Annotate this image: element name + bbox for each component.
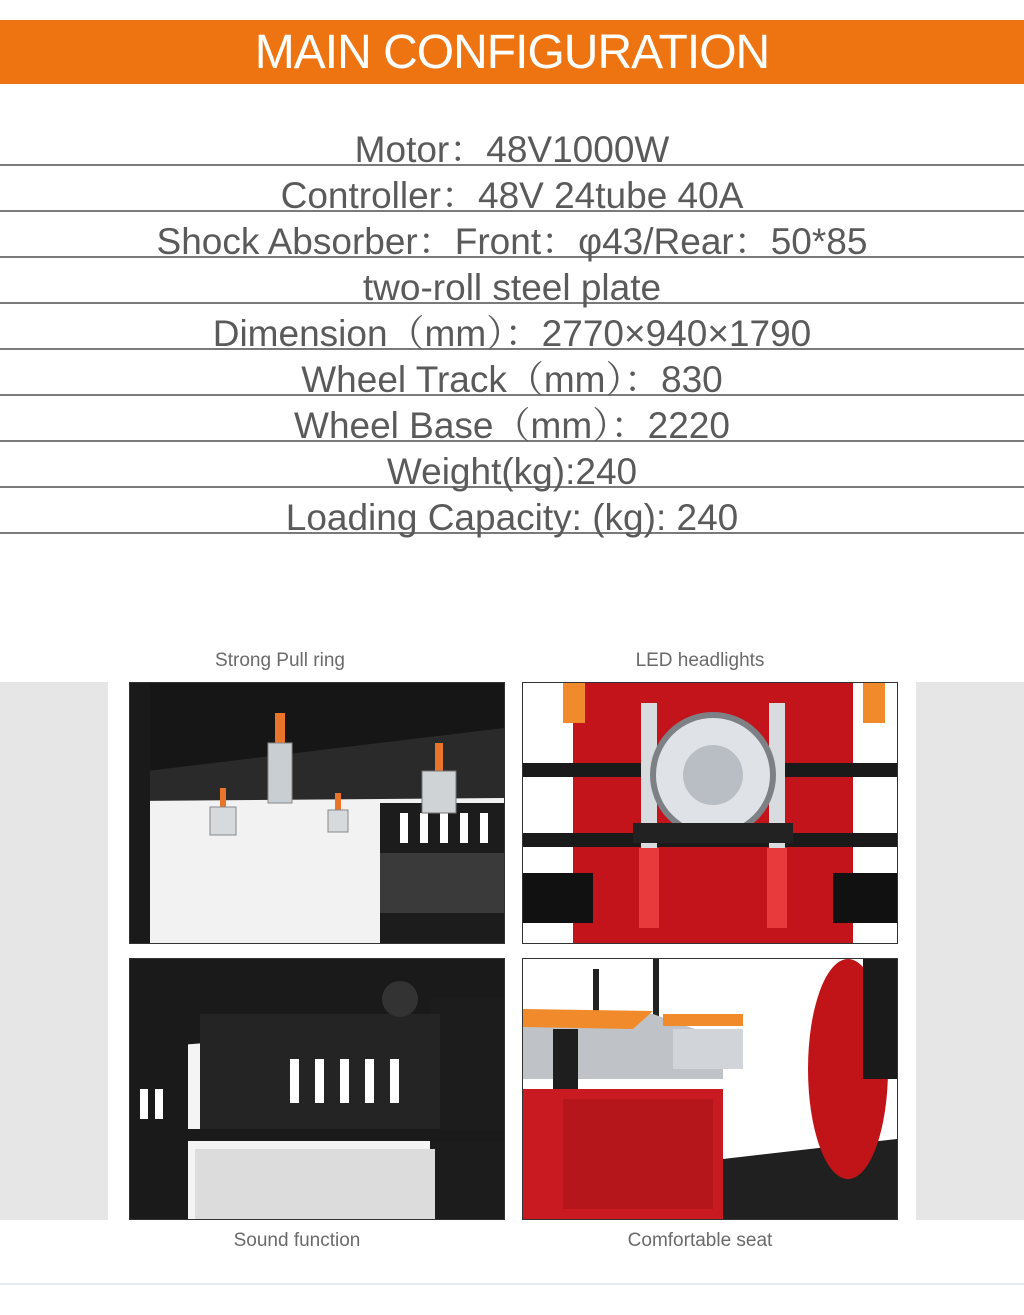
photo-sound-function xyxy=(129,958,505,1220)
photo-pull-ring xyxy=(129,682,505,944)
photo-comfortable-seat xyxy=(522,958,898,1220)
spec-row-weight: Weight(kg):240 xyxy=(0,442,1024,488)
spec-row-wheel-base: Wheel Base（mm）：2220 xyxy=(0,396,1024,442)
spec-row-plate: two-roll steel plate xyxy=(0,258,1024,304)
caption-seat: Comfortable seat xyxy=(627,1230,773,1251)
spec-row-loading-capacity: Loading Capacity: (kg): 240 xyxy=(0,488,1024,534)
spec-row-dimension: Dimension（mm）：2770×940×1790 xyxy=(0,304,1024,350)
seat-illustration xyxy=(523,959,897,1219)
caption-sound: Sound function xyxy=(233,1230,361,1251)
spec-row-wheel-track: Wheel Track（mm）：830 xyxy=(0,350,1024,396)
left-gray-band xyxy=(0,682,108,1220)
spec-row-shock-absorber: Shock Absorber：Front：φ43/Rear：50*85 xyxy=(0,212,1024,258)
right-gray-band xyxy=(916,682,1024,1220)
bottom-divider xyxy=(0,1283,1024,1285)
spec-list xyxy=(0,120,1024,538)
caption-pull-ring: Strong Pull ring xyxy=(215,650,345,671)
banner-title: MAIN CONFIGURATION xyxy=(254,25,770,79)
caption-headlights: LED headlights xyxy=(635,650,765,671)
pull-ring-illustration xyxy=(130,683,504,943)
main-configuration-banner xyxy=(0,20,1024,84)
spec-row-motor: Motor：48V1000W xyxy=(0,120,1024,166)
spec-row-controller: Controller：48V 24tube 40A xyxy=(0,166,1024,212)
photo-led-headlights xyxy=(522,682,898,944)
sound-illustration xyxy=(130,959,504,1219)
headlight-illustration xyxy=(523,683,897,943)
